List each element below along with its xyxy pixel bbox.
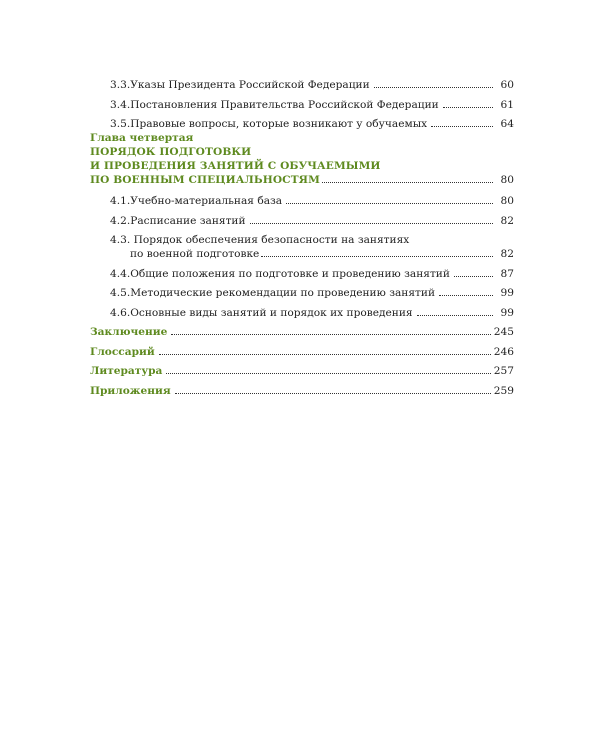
chapter-title-line-2: И ПРОВЕДЕНИЯ ЗАНЯТИЙ С ОБУЧАЕМЫМИ xyxy=(90,160,381,172)
entry-title: Указы Президента Российской Федерации xyxy=(130,79,370,91)
dot-leader xyxy=(171,334,490,335)
entry-page: 246 xyxy=(493,345,514,358)
entry-title: Заключение xyxy=(90,326,168,338)
entry-page: 99 xyxy=(500,287,514,299)
entry-page: 259 xyxy=(493,384,514,397)
toc-chapter-4[interactable] xyxy=(90,132,514,187)
dot-leader xyxy=(374,87,493,88)
entry-number: 4.2. xyxy=(110,214,131,227)
entry-page: 61 xyxy=(500,98,514,111)
entry-title: Глоссарий xyxy=(90,345,155,358)
entry-page: 257 xyxy=(493,365,514,377)
dot-leader xyxy=(250,223,493,224)
entry-title: Общие положения по подготовке и проведению занятий xyxy=(130,267,450,280)
toc-entry-4-1[interactable] xyxy=(110,194,514,208)
entry-number: 4.1. xyxy=(110,195,131,207)
chapter-title-line-3: ПО ВОЕННЫМ СПЕЦИАЛЬНОСТЯМ xyxy=(90,174,320,186)
entry-page: 245 xyxy=(493,326,514,338)
entry-page: 82 xyxy=(500,214,514,227)
chapter-page: 80 xyxy=(500,174,514,186)
toc-entry-literature[interactable] xyxy=(90,364,514,378)
toc-entry-4-3[interactable] xyxy=(110,233,514,261)
entry-title: Правовые вопросы, которые возникают у обучаемых xyxy=(130,118,428,130)
entry-title: Основные виды занятий и порядок их проведения xyxy=(130,306,413,319)
toc-entry-3-3[interactable] xyxy=(110,78,514,92)
toc-entry-conclusion[interactable] xyxy=(90,325,514,339)
dot-leader xyxy=(439,295,493,296)
entry-title: Методические рекомендации по проведению занятий xyxy=(130,287,436,299)
table-of-contents xyxy=(90,78,514,403)
entry-title: Расписание занятий xyxy=(130,214,246,227)
toc-entry-glossary[interactable] xyxy=(90,345,514,359)
dot-leader xyxy=(166,373,490,374)
toc-entry-appendices[interactable] xyxy=(90,384,514,398)
entry-page: 80 xyxy=(500,195,514,207)
toc-entry-4-2[interactable] xyxy=(110,214,514,228)
dot-leader xyxy=(454,276,493,277)
chapter-label: Глава четвертая xyxy=(90,132,194,144)
entry-page: 82 xyxy=(500,248,514,260)
dot-leader xyxy=(175,393,491,394)
dot-leader xyxy=(417,315,493,316)
dot-leader xyxy=(286,203,493,204)
entry-title: Постановления Правительства Российской Федерации xyxy=(130,98,439,111)
dot-leader xyxy=(322,182,493,183)
entry-number: 4.4. xyxy=(110,267,131,280)
entry-title-line-1: Порядок обеспечения безопасности на занятиях xyxy=(133,234,410,246)
toc-entry-4-5[interactable] xyxy=(110,286,514,300)
dot-leader xyxy=(261,256,493,257)
entry-title-line-2: по военной подготовке xyxy=(130,248,260,260)
chapter-title-line-1: ПОРЯДОК ПОДГОТОВКИ xyxy=(90,146,252,158)
entry-number: 3.3. xyxy=(110,79,131,91)
toc-entry-4-4[interactable] xyxy=(110,267,514,281)
entry-page: 60 xyxy=(500,79,514,91)
entry-title: Учебно-материальная база xyxy=(130,195,283,207)
toc-entry-4-6[interactable] xyxy=(110,306,514,320)
entry-number: 3.5. xyxy=(110,118,131,130)
entry-page: 87 xyxy=(500,267,514,280)
dot-leader xyxy=(443,107,493,108)
entry-number: 4.3. xyxy=(110,234,131,246)
entry-page: 99 xyxy=(500,306,514,319)
entry-page: 64 xyxy=(500,118,514,130)
entry-title: Приложения xyxy=(90,384,171,397)
toc-entry-3-5[interactable] xyxy=(110,117,514,131)
toc-entry-3-4[interactable] xyxy=(110,98,514,112)
entry-number: 3.4. xyxy=(110,98,131,111)
entry-number: 4.6. xyxy=(110,306,131,319)
dot-leader xyxy=(431,126,493,127)
entry-title: Литература xyxy=(90,365,163,377)
dot-leader xyxy=(159,354,491,355)
entry-number: 4.5. xyxy=(110,287,131,299)
